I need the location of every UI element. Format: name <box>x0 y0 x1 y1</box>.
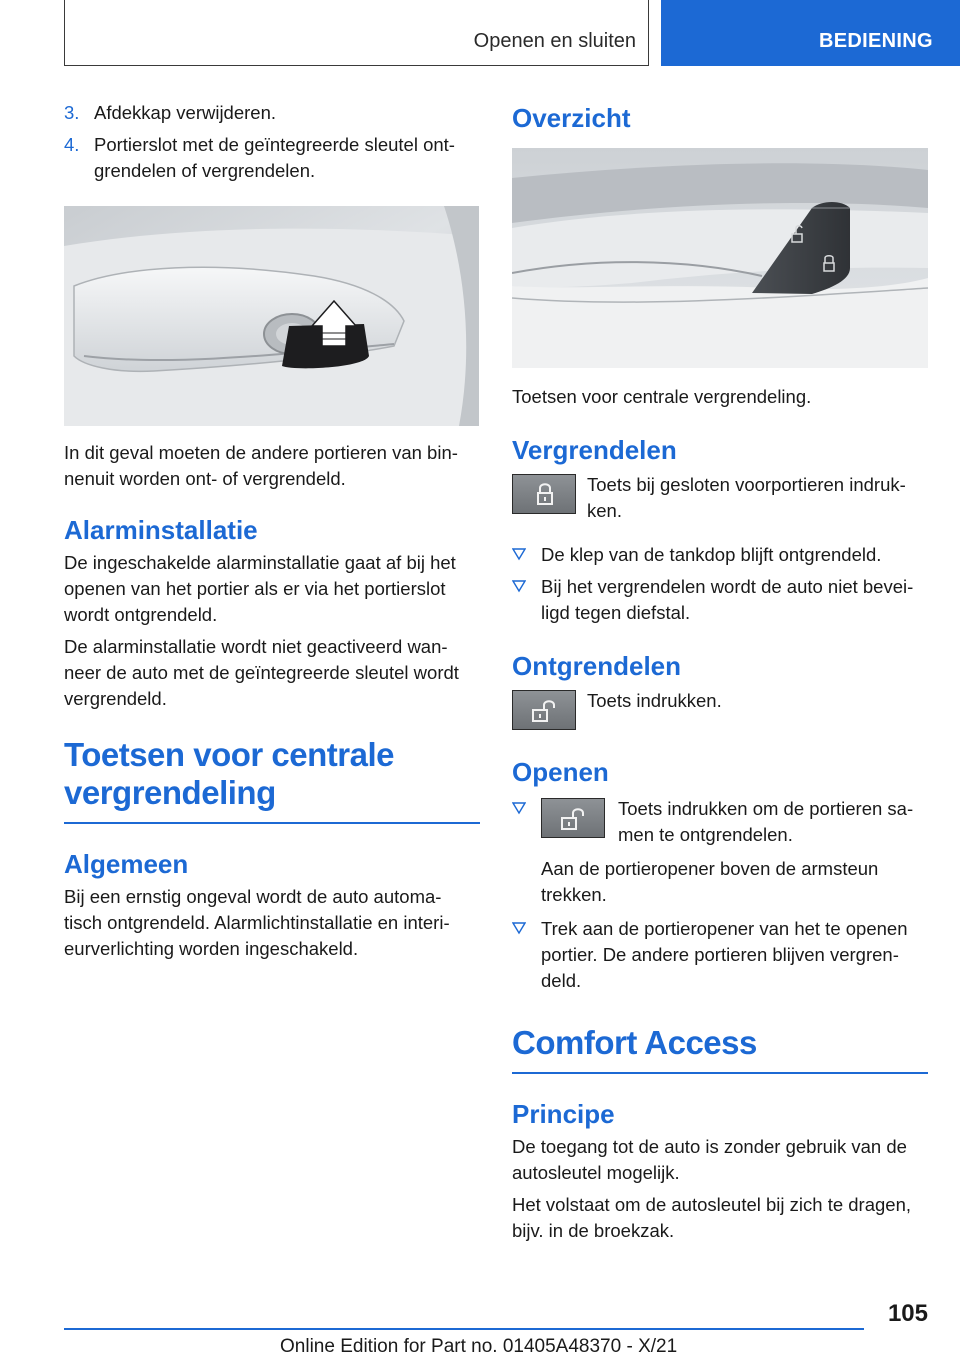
open-bullet-2-text: Trek aan de portieropener van het te openen portier. De andere portieren blijven vergren- deld. <box>541 918 908 991</box>
lock-closed-icon <box>512 474 576 514</box>
lock-bullet-text: De klep van de tankdop blijft ontgrendeld. <box>541 544 882 565</box>
central-locking-heading-line-1: Toetsen voor centrale <box>64 736 394 773</box>
lock-heading: Vergrendelen <box>512 435 677 465</box>
lock-bullet-1 <box>512 542 928 568</box>
left-column <box>64 100 480 962</box>
section-rule <box>512 1072 928 1074</box>
alarm-paragraph-1: De ingeschakelde alarminstallatie gaat af bij het openen van het portier als er via het portierslot wordt ontgrendeld. <box>64 552 456 625</box>
triangle-bullet-icon <box>512 579 526 593</box>
lock-text: Toets bij gesloten voorportieren indruk- ken. <box>587 474 906 521</box>
general-paragraph: Bij een ernstig ongeval wordt de auto automa- tisch ontgrendeld. Alarmlichtinstallatie en interi- eurverlichting worden ingeschakeld. <box>64 885 450 959</box>
unlock-text: Toets indrukken. <box>587 690 722 711</box>
unlock-heading: Ontgrendelen <box>512 651 682 681</box>
unlock-instruction <box>512 688 928 732</box>
principle-paragraph-2: Het volstaat om de autosleutel bij zich te dragen, bijv. in de broekzak. <box>512 1193 912 1241</box>
overview-heading: Overzicht <box>512 103 631 133</box>
principle-heading: Principe <box>512 1098 615 1129</box>
step-text: Afdekkap verwijderen. <box>94 102 277 123</box>
step-number: 4. <box>64 134 80 155</box>
header-section-title: Openen en sluiten <box>473 30 636 52</box>
page-number: 105 <box>887 1300 928 1327</box>
edition-footer: Online Edition for Part no. 01405A48370 - X/21 <box>280 1336 678 1357</box>
alarm-heading: Alarminstallatie <box>64 515 258 545</box>
triangle-bullet-icon <box>512 801 526 815</box>
alarm-paragraph-2: De alarminstallatie wordt niet geactiveerd wan- neer de auto met de geïntegreerde sleutel wordt vergrendeld. <box>64 636 459 709</box>
footer-rule <box>64 1328 864 1330</box>
triangle-bullet-icon <box>512 547 526 561</box>
overview-caption: Toetsen voor centrale vergrendeling. <box>512 386 812 407</box>
triangle-bullet-icon <box>512 921 526 935</box>
step-number: 3. <box>64 102 80 123</box>
principle-paragraph-1: De toegang tot de auto is zonder gebruik van de autosleutel mogelijk. <box>512 1135 907 1183</box>
open-bullet-2 <box>512 916 928 994</box>
header-chapter-tab[interactable] <box>661 0 960 66</box>
lock-bullet-text: Bij het vergrendelen wordt de auto niet bevei- ligd tegen diefstal. <box>541 576 914 623</box>
lock-open-icon <box>512 690 576 730</box>
open-heading: Openen <box>512 757 609 787</box>
header-chapter-label: BEDIENING <box>819 30 933 52</box>
step-3 <box>64 100 469 126</box>
section-rule <box>64 822 480 824</box>
central-locking-heading-line-2: vergrendeling <box>64 774 276 811</box>
central-locking-heading <box>64 736 480 812</box>
header-section-box <box>64 0 649 66</box>
after-image-text: In dit geval moeten de andere portieren van bin- nenuit worden ont- of vergrendeld. <box>64 442 458 489</box>
open-bullet-1-text: Toets indrukken om de portieren sa- men te ontgrendelen. <box>618 798 914 845</box>
central-locking-buttons-photo <box>512 148 928 368</box>
right-column <box>512 102 928 1244</box>
open-bullet-1-subtext: Aan de portieropener boven de armsteun trekken. <box>541 858 879 905</box>
open-bullet-1 <box>512 796 928 848</box>
door-handle-photo <box>64 206 479 426</box>
lock-bullet-2 <box>512 574 928 626</box>
comfort-access-heading: Comfort Access <box>512 1024 757 1061</box>
step-4 <box>64 132 469 184</box>
general-heading: Algemeen <box>64 848 189 879</box>
lock-open-icon <box>541 798 605 838</box>
step-text: Portierslot met de geïntegreerde sleutel ont- grendelen of vergrendelen. <box>94 134 455 181</box>
lock-instruction <box>512 472 928 524</box>
